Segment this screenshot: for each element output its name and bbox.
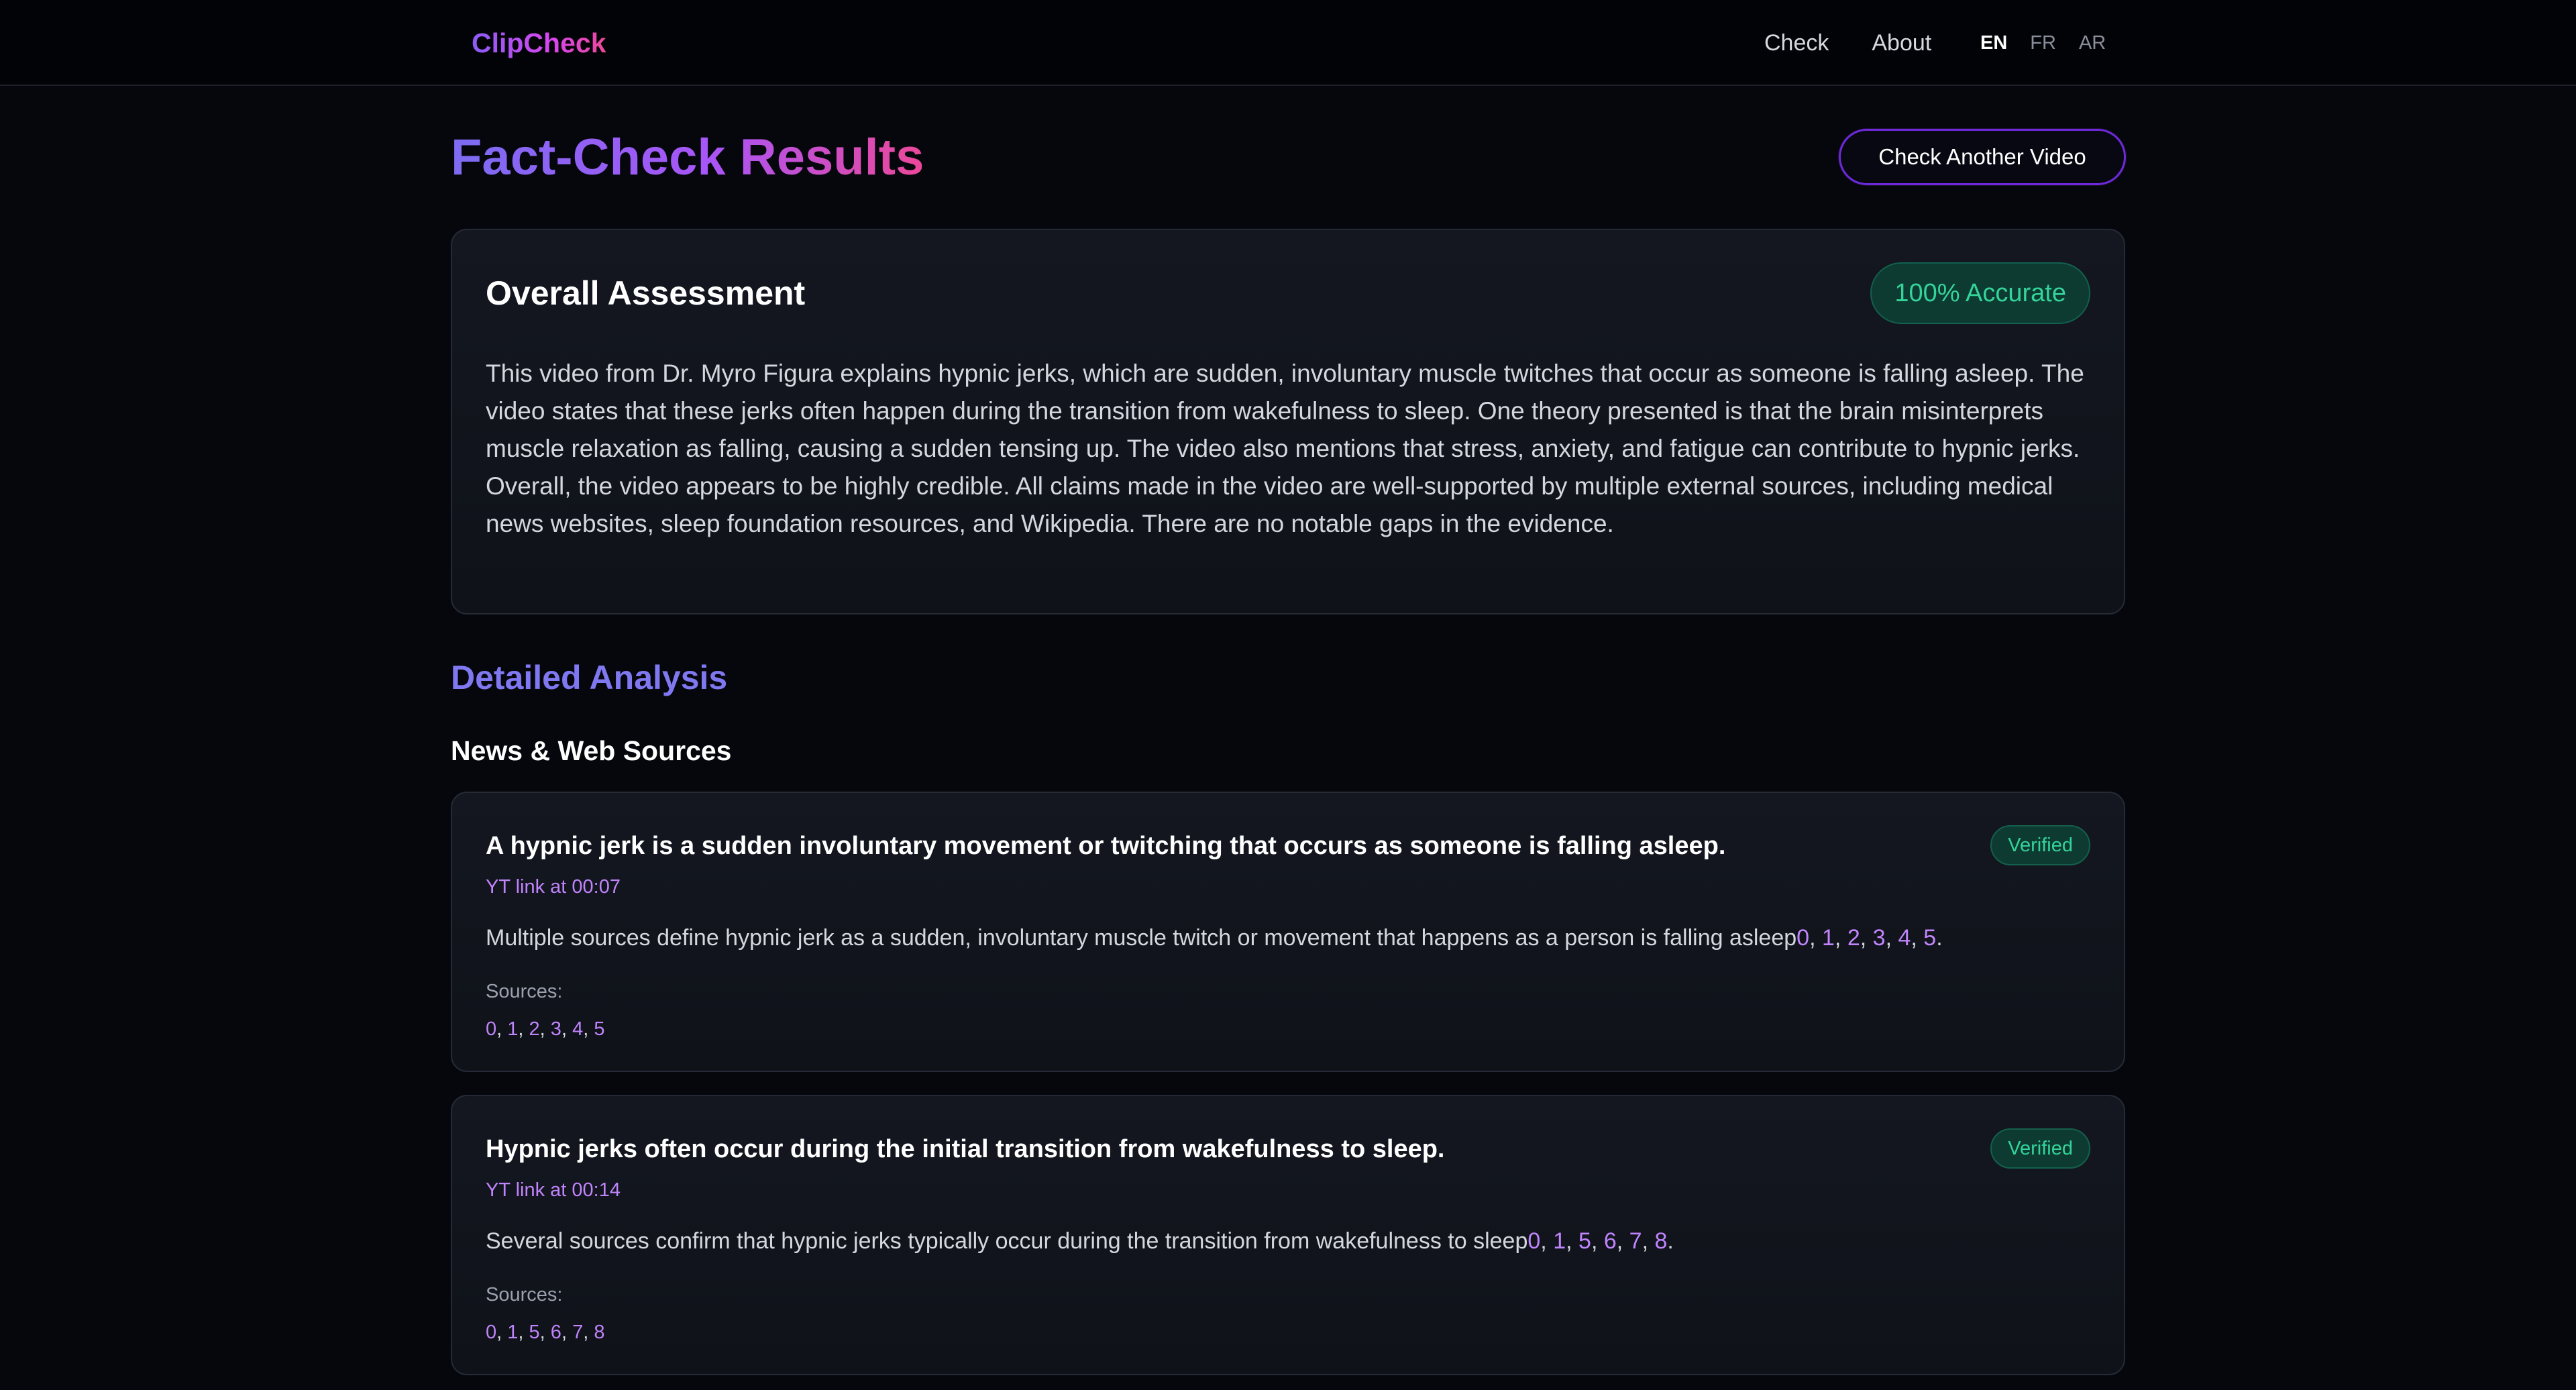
source-ref-link[interactable]: 1 (507, 1322, 519, 1343)
detailed-analysis-title: Detailed Analysis (451, 659, 728, 696)
source-ref-link[interactable]: 1 (507, 1018, 519, 1040)
source-ref-link[interactable]: 4 (572, 1018, 584, 1040)
lang-en[interactable]: EN (1980, 32, 2008, 54)
source-ref-link[interactable]: 0 (486, 1322, 497, 1343)
source-ref-link[interactable]: 3 (1872, 925, 1886, 951)
source-ref-link[interactable]: 3 (550, 1018, 561, 1040)
source-ref-link[interactable]: 5 (529, 1322, 540, 1343)
source-ref-link[interactable]: 0 (1527, 1228, 1541, 1254)
sources-label: Sources: (486, 1284, 563, 1305)
nav-link-about[interactable]: About (1872, 30, 1932, 56)
overall-assessment-card (451, 229, 2125, 614)
source-ref-link[interactable]: 8 (1654, 1228, 1668, 1254)
assessment-title: Overall Assessment (486, 274, 806, 312)
source-list: 0, 1, 5, 6, 7, 8 (486, 1322, 605, 1343)
logo[interactable]: ClipCheck (472, 25, 606, 60)
top-nav (0, 0, 2576, 86)
accuracy-badge: 100% Accurate (1870, 262, 2090, 324)
claim-text: Hypnic jerks often occur during the initial transition from wakefulness to sleep. (486, 1135, 1445, 1163)
youtube-timestamp-link[interactable]: YT link at 00:14 (486, 1179, 621, 1201)
inline-refs: 0, 1, 2, 3, 4, 5 (1796, 925, 1937, 951)
source-ref-link[interactable]: 0 (1796, 925, 1810, 951)
claim-explanation: Multiple sources define hypnic jerk as a sudden, involuntary muscle twitch or movement that happens as a person is falling asleep0, 1, 2, 3, 4, 5. (486, 925, 1943, 951)
verified-badge: Verified (1990, 825, 2090, 865)
source-ref-link[interactable]: 0 (486, 1018, 497, 1040)
inline-refs: 0, 1, 5, 6, 7, 8 (1527, 1228, 1668, 1254)
claim-card (451, 792, 2125, 1072)
source-ref-link[interactable]: 2 (529, 1018, 540, 1040)
source-ref-link[interactable]: 1 (1821, 925, 1835, 951)
nav-links (1764, 27, 1931, 59)
claim-explanation: Several sources confirm that hypnic jerks typically occur during the transition from wakefulness to sleep0, 1, 5, 6, 7, 8. (486, 1228, 1674, 1254)
source-ref-link[interactable]: 7 (572, 1322, 584, 1343)
check-another-video-button[interactable]: Check Another Video (1839, 129, 2126, 185)
source-ref-link[interactable]: 5 (1578, 1228, 1591, 1254)
source-ref-link[interactable]: 5 (1923, 925, 1937, 951)
source-ref-link[interactable]: 6 (1603, 1228, 1617, 1254)
assessment-paragraph: This video from Dr. Myro Figura explains hypnic jerks, which are sudden, involuntary muscle twitches that occur as someone is falling asleep. The video states that these jerks often happen during the transition from wakefulness to sleep. One theory presented is that the brain misinterprets muscle relaxation as falling, causing a sudden tensing up. The video also mentions that stress, anxiety, and fatigue can contribute to hypnic jerks. (486, 360, 2084, 462)
lang-fr[interactable]: FR (2030, 32, 2056, 54)
assessment-body (486, 355, 2089, 543)
source-ref-link[interactable]: 4 (1898, 925, 1911, 951)
claim-card (451, 1095, 2125, 1375)
source-ref-link[interactable]: 7 (1629, 1228, 1642, 1254)
claim-text: A hypnic jerk is a sudden involuntary movement or twitching that occurs as someone is falling asleep. (486, 832, 1726, 860)
youtube-timestamp-link[interactable]: YT link at 00:07 (486, 876, 621, 898)
news-web-sources-title: News & Web Sources (451, 735, 732, 766)
language-switcher (1980, 30, 2129, 56)
source-ref-link[interactable]: 8 (594, 1322, 605, 1343)
explanation-text: Several sources confirm that hypnic jerks typically occur during the transition from wakefulness to sleep (486, 1228, 1528, 1254)
source-list: 0, 1, 2, 3, 4, 5 (486, 1018, 605, 1040)
lang-ar[interactable]: AR (2078, 32, 2106, 54)
source-ref-link[interactable]: 6 (550, 1322, 561, 1343)
sources-label: Sources: (486, 981, 563, 1002)
verified-badge: Verified (1990, 1128, 2090, 1169)
explanation-text: Multiple sources define hypnic jerk as a sudden, involuntary muscle twitch or movement that happens as a person is falling asleep (486, 925, 1797, 951)
nav-link-check[interactable]: Check (1764, 30, 1829, 56)
source-ref-link[interactable]: 1 (1553, 1228, 1566, 1254)
source-ref-link[interactable]: 2 (1847, 925, 1860, 951)
source-ref-link[interactable]: 5 (594, 1018, 605, 1040)
page-title: Fact-Check Results (451, 127, 924, 188)
assessment-paragraph: Overall, the video appears to be highly credible. All claims made in the video are well-supported by multiple external sources, including medical news websites, sleep foundation resources, and Wikipedia. There are no notable gaps in the evidence. (486, 472, 2053, 537)
